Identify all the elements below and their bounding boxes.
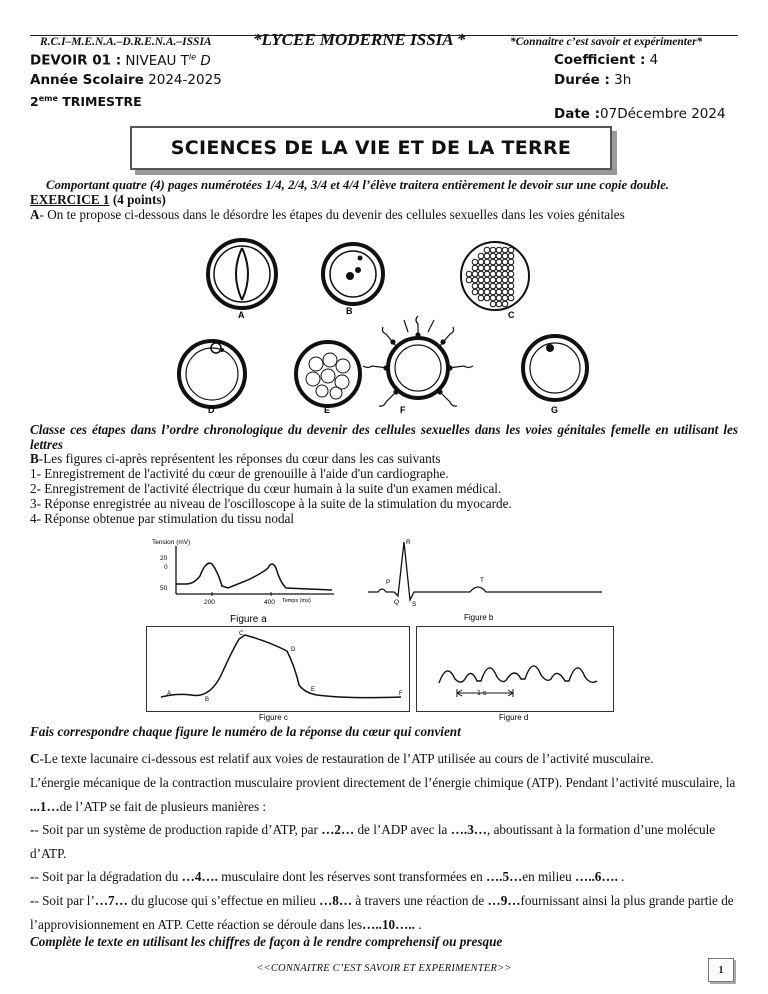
blank-9: …9… bbox=[487, 893, 521, 908]
granule bbox=[502, 265, 508, 271]
granule bbox=[502, 289, 508, 295]
granule bbox=[484, 289, 490, 295]
partB-item-1: 1- Enregistrement de l'activité du cœur de grenouille à l'aide d'un cardiographe. bbox=[30, 466, 449, 481]
granule bbox=[490, 283, 496, 289]
granule bbox=[502, 247, 508, 253]
trimestre-line: 2eme TRIMESTRE bbox=[30, 94, 142, 110]
granule bbox=[496, 283, 502, 289]
cell-F bbox=[363, 316, 473, 415]
fig-a-xlabel: Temps (ms) bbox=[282, 598, 311, 604]
figure-c bbox=[146, 626, 410, 722]
header-rule bbox=[30, 35, 738, 36]
granule bbox=[496, 253, 502, 259]
label-G: G bbox=[551, 405, 559, 415]
granule bbox=[496, 289, 502, 295]
devoir-line bbox=[30, 52, 211, 69]
page-number: 1 bbox=[708, 958, 734, 982]
granule bbox=[502, 301, 508, 307]
granule bbox=[484, 259, 490, 265]
date-line: Date :07Décembre 2024 bbox=[554, 106, 726, 122]
fig-a-xtick-200: 200 bbox=[204, 599, 215, 606]
partC-question: Complète le texte en utilisant les chiffres de façon à le rendre comprehensif ou presque bbox=[30, 934, 503, 949]
blank-3: ….3… bbox=[450, 822, 487, 837]
granule bbox=[490, 277, 496, 283]
label-D: D bbox=[208, 405, 215, 415]
granule bbox=[496, 277, 502, 283]
granule bbox=[472, 265, 478, 271]
partC-line-1: -- Soit par un système de production rapide d’ATP, par …2… de l’ADP avec la ….3…, aboutissant à la formation d’une molécule d’ATP. bbox=[30, 822, 716, 861]
fig-b-P: P bbox=[386, 579, 391, 586]
granule bbox=[472, 289, 478, 295]
blank-1: ...1… bbox=[30, 798, 60, 814]
duree-line: Durée : 3h bbox=[554, 72, 632, 88]
figure-b bbox=[360, 534, 610, 626]
cell-E bbox=[296, 342, 360, 415]
granule bbox=[502, 271, 508, 277]
blank-4: …4…. bbox=[181, 869, 218, 884]
cell-B bbox=[323, 244, 383, 316]
fig-c-A: A bbox=[167, 691, 172, 697]
fig-c-B: B bbox=[205, 697, 210, 703]
fig-b-caption: Figure b bbox=[464, 613, 494, 622]
granule bbox=[490, 271, 496, 277]
figure-d bbox=[416, 626, 614, 722]
fig-a-ytick-0: 0 bbox=[164, 564, 168, 571]
cell-C bbox=[461, 242, 529, 320]
fig-b-S: S bbox=[412, 601, 417, 608]
granule bbox=[478, 259, 484, 265]
fig-c-F: F bbox=[399, 691, 403, 697]
fig-b-T: T bbox=[480, 577, 484, 584]
granule bbox=[472, 283, 478, 289]
cell-D bbox=[179, 341, 245, 415]
fig-a-ytick-20: 20 bbox=[160, 555, 168, 562]
fig-c-D: D bbox=[291, 647, 296, 653]
blank-7: …7… bbox=[94, 893, 128, 908]
partA-question: Classe ces étapes dans l’ordre chronologique du devenir des cellules sexuelles dans les voies génitales femelle en utilisant les lettres bbox=[30, 422, 738, 452]
label-E: E bbox=[324, 405, 331, 415]
exercise-heading: EXERCICE 1 (4 points) bbox=[30, 192, 166, 207]
granule bbox=[478, 277, 484, 283]
fig-b-Q: Q bbox=[394, 599, 400, 606]
granule bbox=[472, 259, 478, 265]
fig-d-scale: 1 s bbox=[477, 690, 487, 697]
partC-line-2: -- Soit par la dégradation du …4…. musculaire dont les réserves sont transformées en ….5…en milieu …..6…. . bbox=[30, 869, 625, 884]
granule bbox=[478, 283, 484, 289]
annee-line bbox=[30, 72, 222, 88]
partC-intro: C-Le texte lacunaire ci-dessous est relatif aux voies de restauration de l’ATP utilisée au cours de l’activité musculaire. bbox=[30, 751, 654, 766]
devoir-label: DEVOIR 01 : bbox=[30, 52, 122, 69]
blank-2: …2… bbox=[321, 822, 355, 837]
granule bbox=[472, 271, 478, 277]
granule bbox=[508, 283, 514, 289]
partC-paragraph-1: L’énergie mécanique de la contraction musculaire provient directement de l’énergie chimique (ATP). Pendant l’activité musculaire, la ...1…de l’ATP se fait de plusieurs manières : bbox=[30, 775, 736, 814]
label-F: F bbox=[400, 405, 406, 415]
granule bbox=[484, 253, 490, 259]
fig-a-caption: Figure a bbox=[230, 614, 267, 625]
intro-text: Comportant quatre (4) pages numérotées 1/4, 2/4, 3/4 et 4/4 l’élève traitera entièrement le devoir sur une copie double. bbox=[46, 178, 670, 192]
granule bbox=[490, 301, 496, 307]
granule bbox=[502, 253, 508, 259]
granule bbox=[496, 247, 502, 253]
partB-item-4: 4- Réponse obtenue par stimulation du tissu nodal bbox=[30, 511, 295, 526]
granule bbox=[496, 271, 502, 277]
granule bbox=[478, 253, 484, 259]
granule bbox=[508, 277, 514, 283]
fig-c-E: E bbox=[311, 687, 316, 693]
label-A: A bbox=[238, 310, 245, 320]
header-school: *LYCEE MODERNE ISSIA * bbox=[253, 30, 466, 49]
granule bbox=[490, 295, 496, 301]
granule bbox=[484, 247, 490, 253]
granule bbox=[502, 295, 508, 301]
granule bbox=[496, 301, 502, 307]
partC-line-3: -- Soit par l’…7… du glucose qui s’effectue en milieu …8… à travers une réaction de …9…fournissant ainsi la plus grande partie de l’approvisionnement en ATP. Cette réaction se déroule dans les…..10….. . bbox=[30, 893, 734, 932]
header-org: R.C.I–M.E.N.A.–D.R.E.N.A.–ISSIA bbox=[40, 36, 212, 48]
granule bbox=[508, 259, 514, 265]
granule bbox=[478, 271, 484, 277]
partB-question: Fais correspondre chaque figure le numéro de la réponse du cœur qui convient bbox=[30, 724, 461, 739]
granule bbox=[502, 283, 508, 289]
partB-item-2: 2- Enregistrement de l'activité électrique du cœur humain à la suite d'un examen médical. bbox=[30, 481, 502, 496]
granule bbox=[502, 259, 508, 265]
granule bbox=[484, 283, 490, 289]
fig-c-caption: Figure c bbox=[259, 713, 288, 722]
page-title: SCIENCES DE LA VIE ET DE LA TERRE bbox=[170, 137, 572, 159]
granule bbox=[466, 271, 472, 277]
annee-value: 2024-2025 bbox=[143, 72, 222, 88]
granule bbox=[508, 247, 514, 253]
granule bbox=[478, 289, 484, 295]
granule bbox=[508, 271, 514, 277]
coefficient-line: Coefficient : 4 bbox=[554, 52, 659, 68]
granule bbox=[478, 265, 484, 271]
fig-a-xtick-400: 400 bbox=[264, 599, 275, 606]
blank-6: …..6…. bbox=[575, 869, 618, 884]
footer-motto: <<CONNAITRE C’EST SAVOIR ET EXPERIMENTER>> bbox=[256, 963, 512, 974]
granule bbox=[508, 253, 514, 259]
granule bbox=[490, 253, 496, 259]
granule bbox=[484, 295, 490, 301]
granule bbox=[496, 295, 502, 301]
fig-a-ytick-50: 50 bbox=[160, 585, 168, 592]
granule bbox=[508, 265, 514, 271]
cell-G bbox=[523, 336, 587, 415]
fig-c-C: C bbox=[239, 631, 244, 637]
granule bbox=[466, 277, 472, 283]
fig-d-caption: Figure d bbox=[499, 713, 529, 722]
fig-b-R: R bbox=[406, 539, 411, 546]
partB-text: B-Les figures ci-après représentent les réponses du cœur dans les cas suivants bbox=[30, 451, 441, 466]
granule bbox=[496, 259, 502, 265]
granule bbox=[508, 289, 514, 295]
partB-item-3: 3- Réponse enregistrée au niveau de l'oscilloscope à la suite de la stimulation du myocarde. bbox=[30, 496, 512, 511]
granule bbox=[484, 265, 490, 271]
granule bbox=[490, 265, 496, 271]
granule bbox=[478, 295, 484, 301]
fig-a-ylabel: Tension (mV) bbox=[152, 539, 191, 546]
granule bbox=[484, 277, 490, 283]
cell-stages-diagram bbox=[160, 236, 600, 416]
granule bbox=[496, 265, 502, 271]
blank-10: …..10….. bbox=[362, 916, 415, 932]
label-B: B bbox=[346, 306, 353, 316]
partA-text: A- On te propose ci-dessous dans le désordre les étapes du devenir des cellules sexuelles dans les voies génitales bbox=[30, 207, 625, 222]
label-C: C bbox=[508, 310, 515, 320]
granule bbox=[490, 247, 496, 253]
granule bbox=[490, 259, 496, 265]
granule bbox=[502, 277, 508, 283]
header-motto: *Connaitre c’est savoir et expérimenter* bbox=[510, 36, 703, 48]
cell-A bbox=[208, 240, 276, 320]
granule bbox=[484, 271, 490, 277]
granule bbox=[490, 289, 496, 295]
page-title-box bbox=[130, 126, 612, 170]
blank-8: …8… bbox=[319, 893, 353, 908]
granule bbox=[508, 295, 514, 301]
devoir-value: NIVEAU $T^{le}$ D bbox=[125, 52, 211, 69]
annee-label: Année Scolaire bbox=[30, 72, 144, 88]
blank-5: ….5… bbox=[485, 869, 523, 884]
granule bbox=[472, 277, 478, 283]
